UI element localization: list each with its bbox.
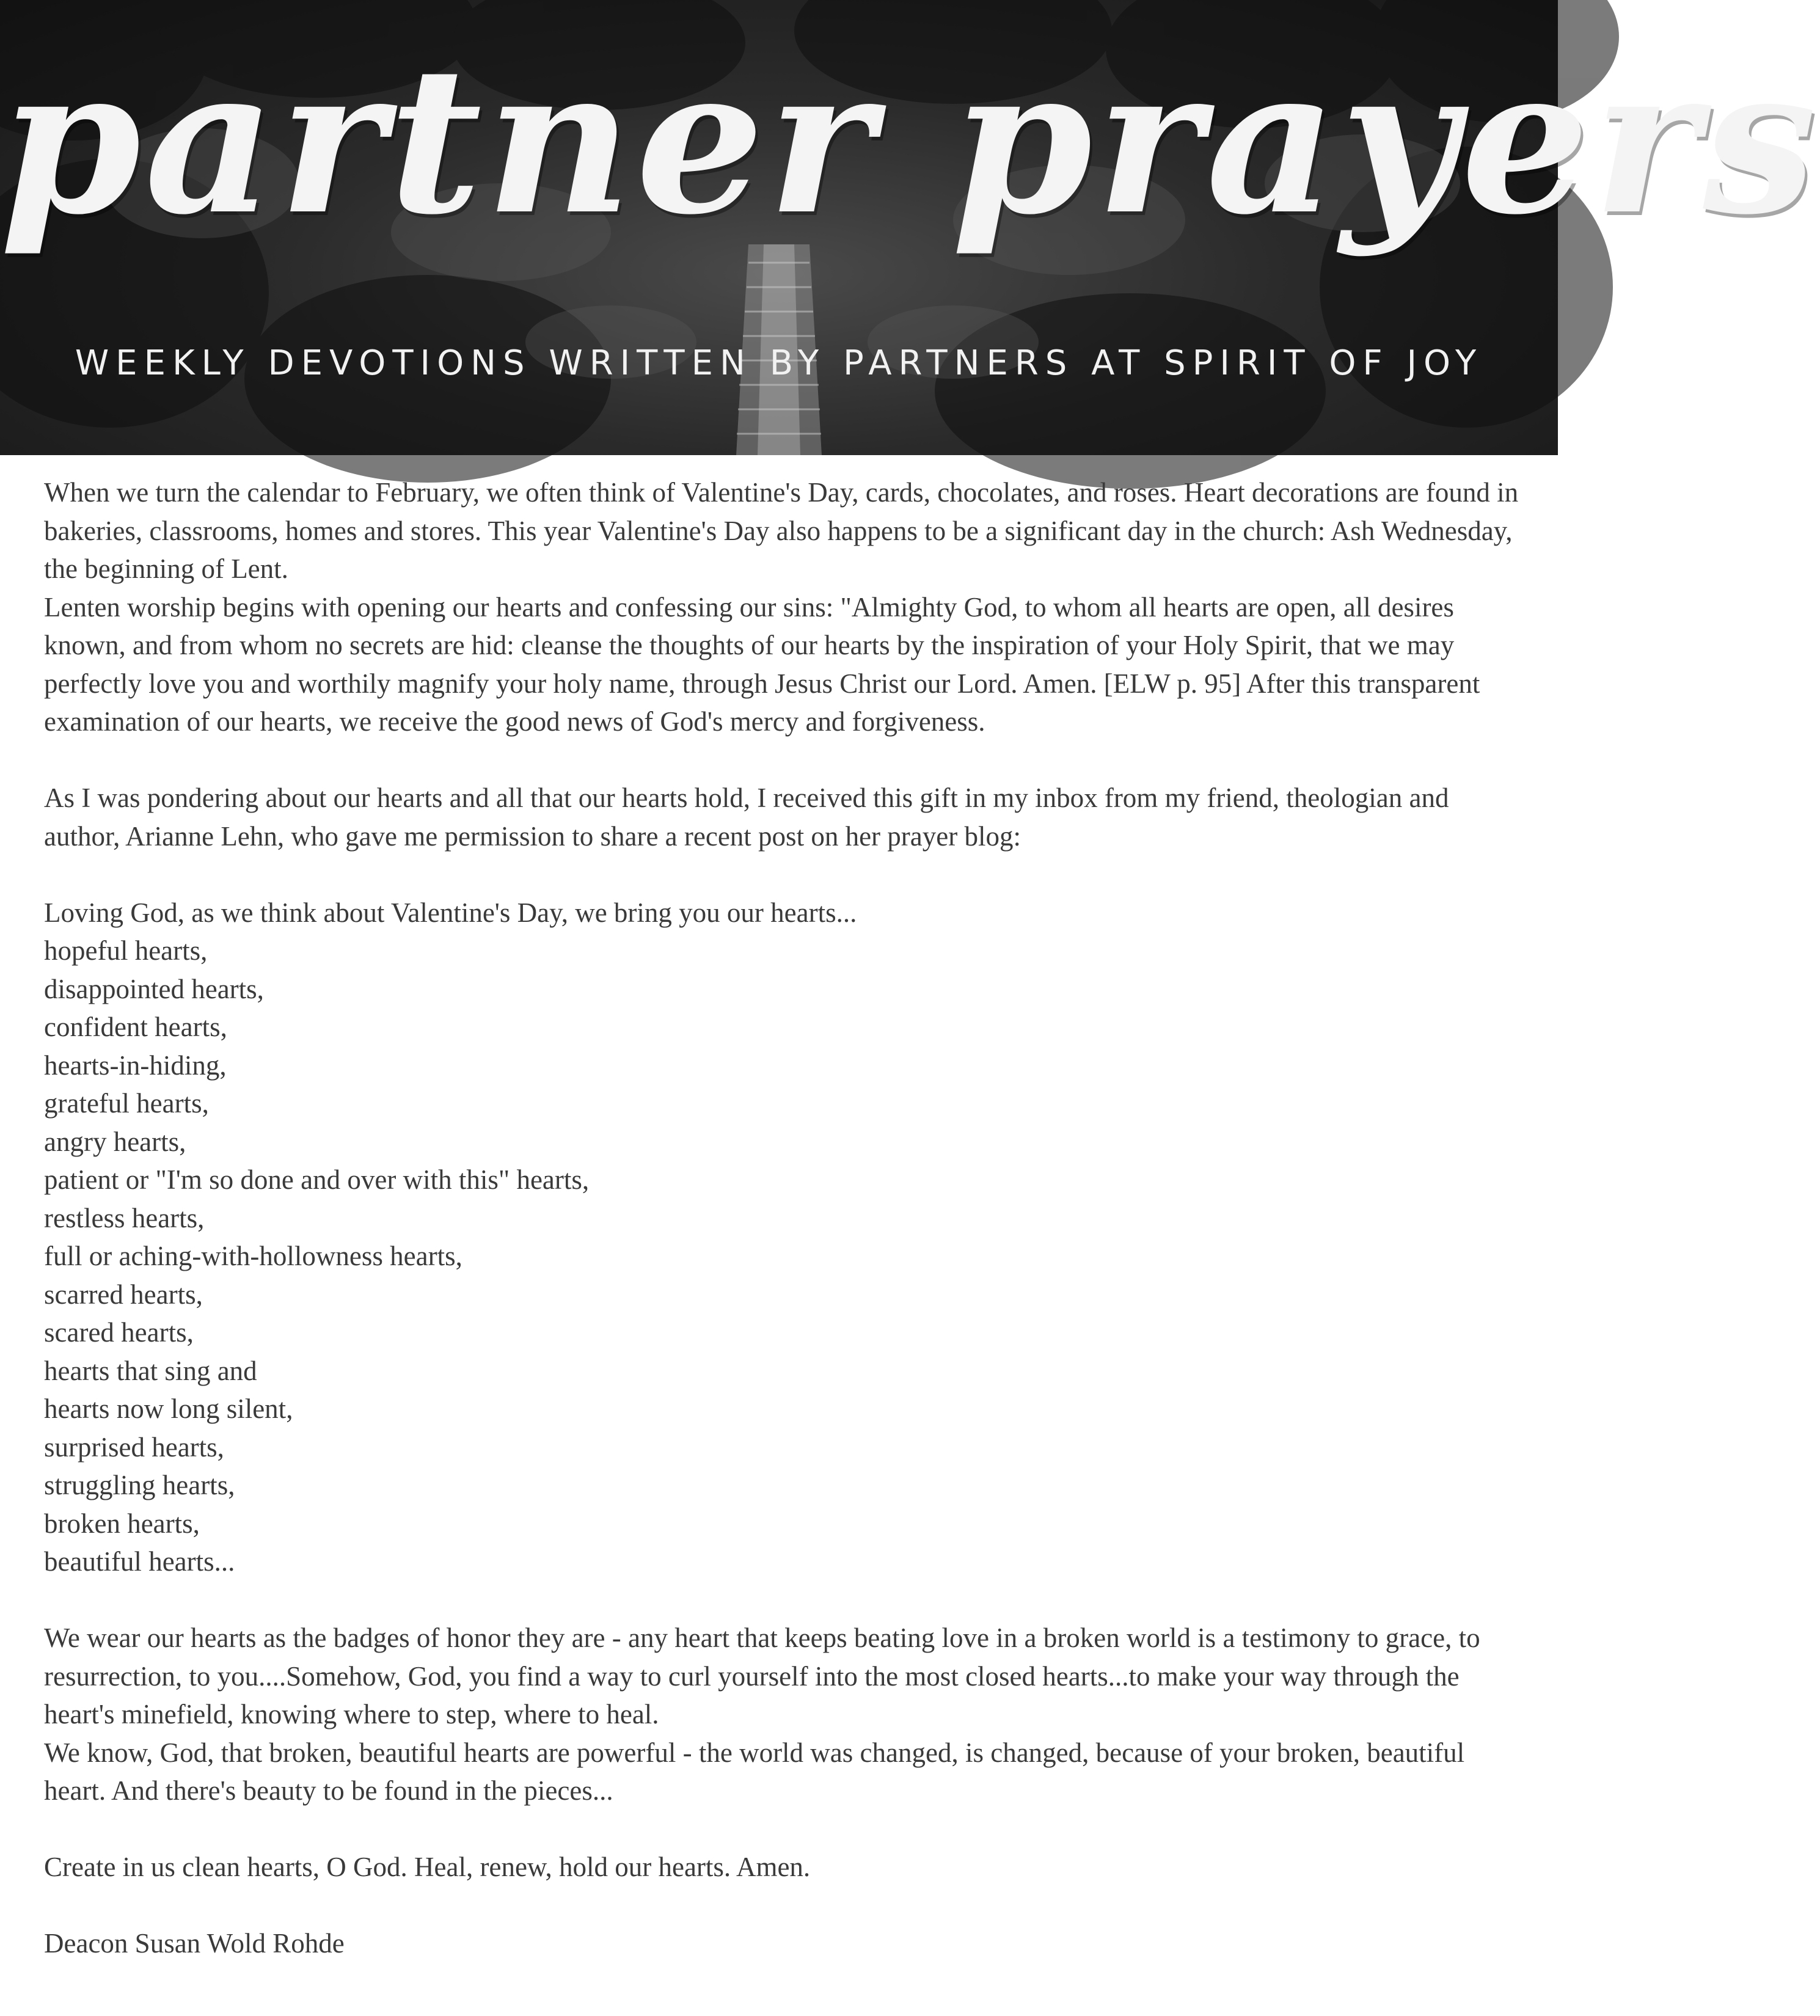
pondering-paragraph: As I was pondering about our hearts and all that our hearts hold, I received this gift in my inbox from my friend, theologian and author, Arianne Lehn, who gave me permission to share a recent post on her prayer blog: xyxy=(44,783,1449,852)
prayer-line: confident hearts, xyxy=(44,1012,227,1042)
prayer-line: scared hearts, xyxy=(44,1317,194,1348)
prayer-line: scarred hearts, xyxy=(44,1279,203,1310)
prayer-line: beautiful hearts... xyxy=(44,1546,235,1577)
closing-prayer: Create in us clean hearts, O God. Heal, renew, hold our hearts. Amen. xyxy=(44,1852,811,1882)
header-banner xyxy=(0,0,1820,455)
intro-paragraph-1: When we turn the calendar to February, we often think of Valentine's Day, cards, chocolates, and roses. Heart decorations are found in bakeries, classrooms, homes and stores. This year Valentine's Day also happens to be a significant day in the church: Ash Wednesday, the beginning of Lent. xyxy=(44,477,1519,584)
prayer-line: full or aching-with-hollowness hearts, xyxy=(44,1241,462,1271)
prayer-line: struggling hearts, xyxy=(44,1470,235,1500)
prayer-line: surprised hearts, xyxy=(44,1431,224,1463)
badges-paragraph-1: We wear our hearts as the badges of honor they are - any heart that keeps beating love in a broken world is a testimony to grace, to resurrection, to you....Somehow, God, you find a way to curl yourself into the most closed hearts...to make your way through the heart's minefield, knowing where to step, where to heal. xyxy=(44,1623,1480,1729)
author-signature: Deacon Susan Wold Rohde xyxy=(44,1928,345,1959)
prayer-line: hearts that sing and xyxy=(44,1355,257,1386)
badges-paragraph-2: We know, God, that broken, beautiful hearts are powerful - the world was changed, is changed, because of your broken, beautiful heart. And there's beauty to be found in the pieces... xyxy=(44,1737,1465,1806)
banner-title: partner prayers xyxy=(0,22,1820,259)
prayer-line: angry hearts, xyxy=(44,1126,186,1157)
intro-paragraph-2: Lenten worship begins with opening our hearts and confessing our sins: "Almighty God, to whom all hearts are open, all desires known, and from whom no secrets are hid: cleanse the thoughts of our hearts by the inspiration of your Holy Spirit, that we may perfectly love you and worthily magnify your holy name, through Jesus Christ our Lord. Amen. [ELW p. 95] After this transparent examination of our hearts, we receive the good news of God's mercy and forgiveness. xyxy=(44,591,1480,737)
prayer-line: hopeful hearts, xyxy=(44,935,208,966)
banner-subtitle: WEEKLY DEVOTIONS WRITTEN BY PARTNERS AT SPIRIT OF JOY xyxy=(75,343,1483,383)
prayer-line: disappointed hearts, xyxy=(44,973,264,1004)
prayer-line: restless hearts, xyxy=(44,1202,205,1233)
devotion-body xyxy=(44,473,1522,1963)
prayer-line: Loving God, as we think about Valentine's Day, we bring you our hearts... xyxy=(44,897,857,928)
prayer-line: hearts now long silent, xyxy=(44,1393,293,1424)
prayer-line: grateful hearts, xyxy=(44,1088,209,1119)
prayer-line: broken hearts, xyxy=(44,1508,200,1539)
prayer-line: patient or "I'm so done and over with this" hearts, xyxy=(44,1164,590,1195)
prayer-list xyxy=(44,894,1522,1581)
prayer-line: hearts-in-hiding, xyxy=(44,1050,227,1081)
